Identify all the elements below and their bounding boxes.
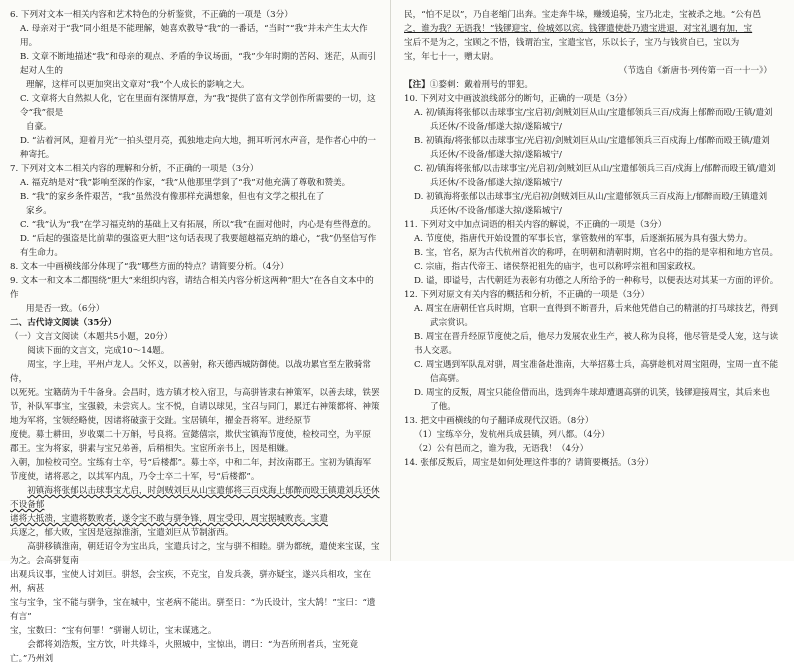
passage-wavy-line: 初镇海将张郁以击球事宝尤启，时剑贼刘巨从山宝遣郁将三百戍海上郁醉而殴王镇遣刘兵还休不设备郁 — [10, 486, 380, 510]
passage-line: 周宝，字上珪，平州卢龙人。父怀义，以善射，称天德西城防御使。以战功累官至左散骑常侍， — [10, 360, 371, 384]
q6-option-d: D. “沾着河风，迎着月光”一拍头望月亮，孤独地走向大地，拥耳听河水声音，是作者心中的一种寄托。 — [20, 136, 376, 160]
passage-line: 会都将刘浩叛，宝方饮，叶共烽斗，火照城中，宝惊出，谓曰：“为吾所刑者兵，宝死竟亡。”乃州刘 — [10, 640, 359, 664]
question-9-cont: 用是否一致。（6分） — [26, 304, 105, 314]
question-12: 12. 下列对原文有关内容的概括和分析，不正确的一项是（3分） — [404, 290, 650, 300]
q11-option-a: A. 节度使，指唐代开始设置的军事长官，掌管数州的军事，后逐渐拓展为具有强大势力。 — [414, 234, 753, 244]
passage-note — [404, 78, 782, 92]
passage-line: 宝与宝争，宝不能与骈争，宝在城中，宝老病不能出。骈至日：“为氏设计，宝大鹄！”宝曰：“遗有言” — [10, 598, 376, 622]
q10-option-c-cont: 兵还休/不设备/郁遂大掠/遂陷城宁/ — [430, 178, 562, 188]
q11-option-d: D. 谥，即谥号，古代朝廷为表彰有功德之人所给予的一种称号，以便表达对其某一方面的评价。 — [414, 276, 779, 286]
right-column — [404, 8, 782, 555]
q12-option-a-cont: 武宗赏识。 — [430, 318, 473, 328]
left-column — [10, 8, 380, 664]
passage-line: 宝，年七十一，赠太尉。 — [404, 52, 499, 62]
passage-line: 宝，宝数曰：“宝有何罪！”骈谢人切让，宝末谋逃之。 — [10, 626, 217, 636]
passage-line: 兵逐之，郁大败，宝因是寇掠淮浙，宝遣刘巨从节制浙西。 — [10, 528, 234, 538]
q13-part-1: （1）宝练卒分，发杭州兵成县镇，列八都。（4分） — [414, 430, 610, 440]
passage-line: 节，补队军事宝，宝强毅，未尝宾人。宝不悦，自请以球见，宝召与同门，累迁右神策都将、神策 — [10, 402, 380, 412]
passage-line: 高骈移镇淮南，朝廷诏令为宝出兵，宝遣兵讨之，宝与骈不相睦。骈为都统，遣使来宝谋，宝为之。会高骈复南 — [10, 542, 380, 566]
q12-option-c: C. 周宝遇到军队乱对骈，周宝准备赴淮南，大举招募士兵，高骈趁机对周宝阻碍，宝周一直不能 — [414, 360, 779, 370]
subsection-1-heading: （一）文言文阅读（本题共5小题，20分） — [10, 332, 173, 342]
note-label: 【注】 — [404, 80, 430, 90]
q7-option-a: A. 福克纳是对“我”影响至深的作家，“我”从他那里学到了“我”对他充满了尊敬和赞美。 — [20, 178, 351, 188]
q11-option-b: B. 宝，官名，原为古代杭州首次的称呼，在明朝和清朝时期，官名中的指的是宰相和地方官员。 — [414, 248, 779, 258]
q7-option-b: B. “我”的家乡条件艰苦，“我”虽然没有像那样充满想象，但也有文学之根扎在了 — [20, 192, 325, 202]
passage-line: 地为军将，宝领经略使，因诸将破蛮于交趾。宝居镇年，擢金吾将军。进经原节 — [10, 416, 311, 426]
passage-line: 度使。募士耕田，岁收粟二十万斛，号良将。宣懿僖宗，欺伏宝镇海节度使，检校司空，为平原 — [10, 430, 371, 440]
q6-option-c: C. 文章将大自然拟人化，它在里面有深情厚意，为“我”提供了富有文学创作所需要的一切，这令“我”很是 — [20, 94, 376, 118]
passage-line: 郡王。宝为将家，骈素与宝兄弟善，后稍相失。宝宦所亲书上，因是相嫌。 — [10, 444, 294, 454]
passage-underlined-line: 之，谁为我？无语我！”钱镠迎宝，俭城郊以宾。钱镠遣使赴乃遗宝进退，对宝礼遇有加，宝 — [404, 24, 753, 34]
passage-line: 以死死。宝籍荫为千牛备身。会昌时，选方镇才校入宿卫，与高骈皆隶右神策军，以善去球，铁罢 — [10, 388, 380, 398]
q12-option-b: B. 周宝在晋升经原节度使之后，他尽力发展农业生产，被人称为良将，他尽管是受人宠，这与读书人交恶。 — [414, 332, 779, 356]
column-gutter — [390, 0, 391, 561]
q10-option-a-cont: 兵还休/不设备/郁遂大掠/遂陷城宁/ — [430, 122, 562, 132]
q12-option-d-cont: 了他。 — [430, 402, 456, 412]
question-7: 7. 下列对文本二相关内容的理解和分析，不正确的一项是（3分） — [10, 164, 259, 174]
passage-line: 出观兵议事，宝使人讨刘巨。骈怒，会宝疾，不克宝，自发兵袭，骈亦疑宝，遂兴兵相攻，宝在州，病甚 — [10, 570, 371, 594]
q10-option-b: B. 初镇海/将张郁以击球事宝/光启初/剑贼刘巨从山/宝遣郁领兵三百戍海上/郁醉而殴王镇/遣刘 — [414, 136, 770, 146]
q10-option-c: C. 初/镇海将张郁/以击球事宝/光启初/剑贼刘巨从山/宝遣郁领兵三百/戍海上/郁醉而殴王镇/遣刘 — [414, 164, 776, 174]
question-6: 6. 下列对文本一相关内容和艺术特色的分析鉴赏，不正确的一项是（3分） — [10, 10, 293, 20]
q7-option-d: D. “后起的强盗是比前辈的强盗更大胆”这句话表现了我要超越福克纳的雄心，“我”仍坚信写作有生命力。 — [20, 234, 377, 258]
q7-option-b-cont: 家乡。 — [26, 206, 52, 216]
passage-line: 民，“怕不足以”，乃自老缩门出奔。宝走奔牛垛，赚缓追骑，宝乃北走，宝被杀之地。“公有邑 — [404, 10, 761, 20]
q12-option-a: A. 周宝在唐朝任官兵时期，官职一直得到不断晋升，后来他凭借自己的精湛的打马球技艺，得到 — [414, 304, 779, 314]
section-2-heading: 二、古代诗文阅读（35分） — [10, 318, 117, 328]
passage-line: 节度使，诸将恶之，以其军内乱，乃令士卒二十军，号“后楼都”。 — [10, 472, 260, 482]
question-9: 9. 文本一和文本二都围绕“胆大”来组织内容，请结合相关内容分析这两种“胆大”在各自文本中的作 — [10, 276, 374, 300]
q6-option-b: B. 文章不断地描述“我”和母亲的观点、矛盾的争议场面，“我”少年时期的苦闷、迷茫，从而引起对人生的 — [20, 52, 376, 76]
note-text: ①婺刺：戴着刑号的罪犯。 — [429, 80, 533, 90]
question-11: 11. 下列对文中加点词语的相关内容的解说，不正确的一项是（3分） — [404, 220, 667, 230]
question-8: 8. 文本一中画横线部分体现了“我”哪些方面的特点？请简要分析。（4分） — [10, 262, 289, 272]
q6-option-c-cont: 自豪。 — [26, 122, 52, 132]
q11-option-c: C. 宗庙，指古代帝王、诸侯祭祀祖先的庙宇，也可以称呼宗祖和国家政权。 — [414, 262, 701, 272]
q10-option-b-cont: 兵还休/不设备/郁遂大掠/遂陷城宁/ — [430, 150, 562, 160]
question-10: 10. 下列对文中画波浪线部分的断句，正确的一项是（3分） — [404, 94, 633, 104]
q10-option-d: D. 初镇海将张郁以击球事宝/光启初/剑贼刘巨从山/宝遣郁领兵三百戍海上/郁醉而殴/王镇遣刘 — [414, 192, 768, 202]
q13-part-2: （2）公有邑而之，谁为我，无语我！（4分） — [414, 444, 589, 454]
q12-option-c-cont: 信高骈。 — [430, 374, 465, 384]
passage-source: （节选自《新唐书·列传第一百一十一》） — [618, 66, 772, 76]
passage-wavy-line: 诸将大抵溃，宝遣将数败者，遂令宝不敢与骈争锋，周宝受印，周宝据城败丧。宝遣 — [10, 514, 328, 524]
q6-option-a: A. 母亲对于“我”同小组是不能理解，她喜欢教导“我”的一番话，“当时”“我”并未产生太大作用。 — [20, 24, 368, 48]
question-13: 13. 把文中画横线的句子翻译成现代汉语。（8分） — [404, 416, 594, 426]
question-14: 14. 张郁反叛后，周宝是如何处理这件事的？请简要概括。（3分） — [404, 458, 654, 468]
q7-option-c: C. “我”认为“我”在学习福克纳的基础上又有拓展，所以“我”在面对他时，内心是有些得意的。 — [20, 220, 377, 230]
q6-option-b-cont: 理解，这样可以更加突出文章对“我”个人成长的影响之大。 — [26, 80, 250, 90]
passage-line: 入朝，加检校司空。宝练有士卒，号“后楼都”。募士卒，中和二年，封汝南郡王。宝初为镇海军 — [10, 458, 372, 468]
q10-option-d-cont: 兵还休/不设备/郁遂大掠/遂陷城宁/ — [430, 206, 562, 216]
passage-line: 宝后不是为之，宝顾之不悟，钱谓治宝，宝遣宝官，乐以长子，宝乃与钱赏自已，宝以为 — [404, 38, 740, 48]
q12-option-d: D. 周宝的反叛，周宝只能俭借而出，选到奔牛球却遭遇高骈的讥笑，钱镠迎接周宝，其后来也 — [414, 388, 770, 398]
reading-instruction: 阅读下面的文言文，完成10～14题。 — [27, 346, 170, 356]
q10-option-a: A. 初/镇海将张郁以击球事宝/宝启初/剑贼刘巨从山/宝遣郁领兵三百/戍海上郁醉而殴/王镇/遣刘 — [414, 108, 773, 118]
